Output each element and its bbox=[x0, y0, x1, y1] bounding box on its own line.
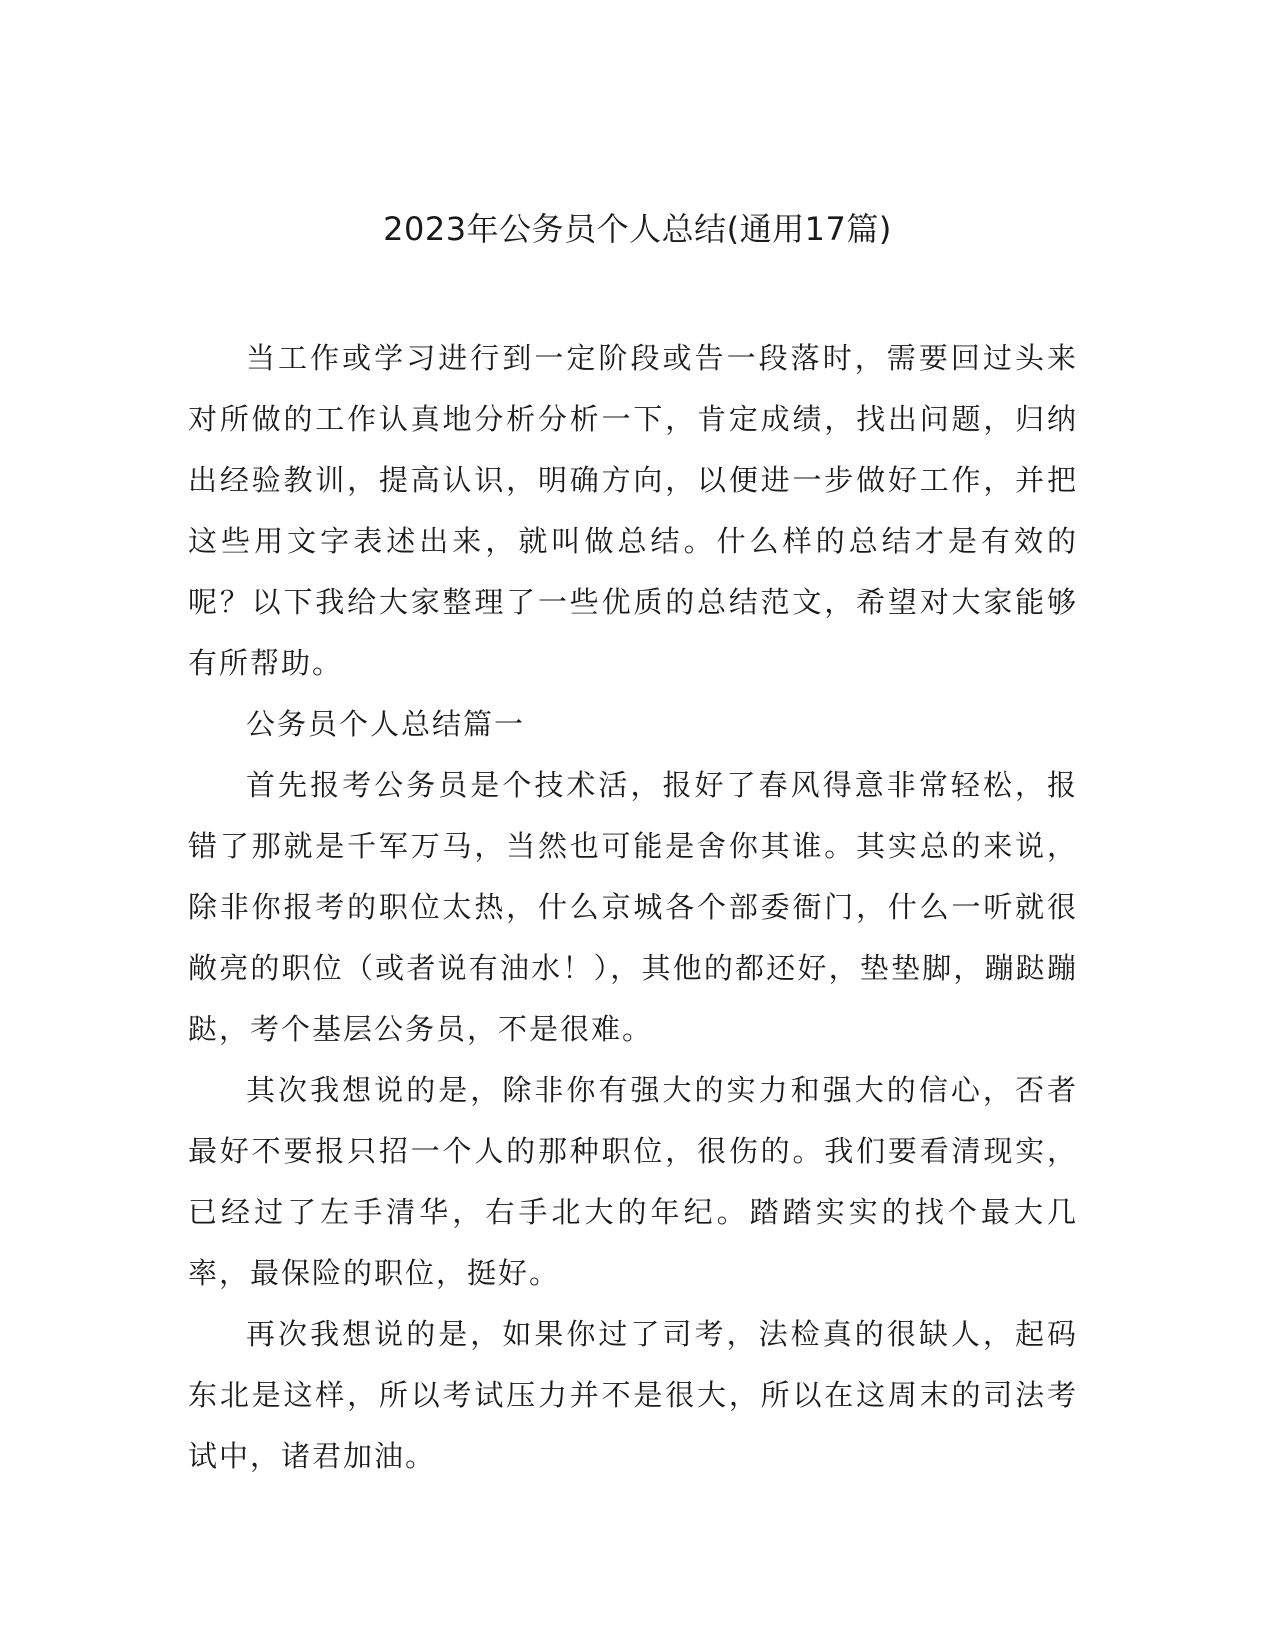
paragraph-intro: 当工作或学习进行到一定阶段或告一段落时，需要回过头来对所做的工作认真地分析分析一下，肯定成绩，找出问题，归纳出经验教训，提高认识，明确方向，以便进一步做好工作，并把这些用文字表述出来，就叫做总结。什么样的总结才是有效的呢？以下我给大家整理了一些优质的总结范文，希望对大家能够有所帮助。 bbox=[188, 341, 1078, 680]
document-body bbox=[188, 328, 1078, 1487]
document-title: 2023年公务员个人总结(通用17篇) bbox=[383, 210, 892, 248]
paragraph: 其次我想说的是，除非你有强大的实力和强大的信心，否者最好不要报只招一个人的那种职位，很伤的。我们要看清现实，已经过了左手清华，右手北大的年纪。踏踏实实的找个最大几率，最保险的职位，挺好。 bbox=[188, 1073, 1078, 1290]
paragraph: 首先报考公务员是个技术活，报好了春风得意非常轻松，报错了那就是千军万马，当然也可能是舍你其谁。其实总的来说，除非你报考的职位太热，什么京城各个部委衙门，什么一听就很敞亮的职位（或者说有油水！），其他的都还好，垫垫脚，蹦跶蹦跶，考个基层公务员，不是很难。 bbox=[188, 768, 1078, 1046]
paragraph: 再次我想说的是，如果你过了司考，法检真的很缺人，起码东北是这样，所以考试压力并不是很大，所以在这周末的司法考试中，诸君加油。 bbox=[188, 1317, 1078, 1473]
section-heading: 公务员个人总结篇一 bbox=[246, 707, 526, 741]
